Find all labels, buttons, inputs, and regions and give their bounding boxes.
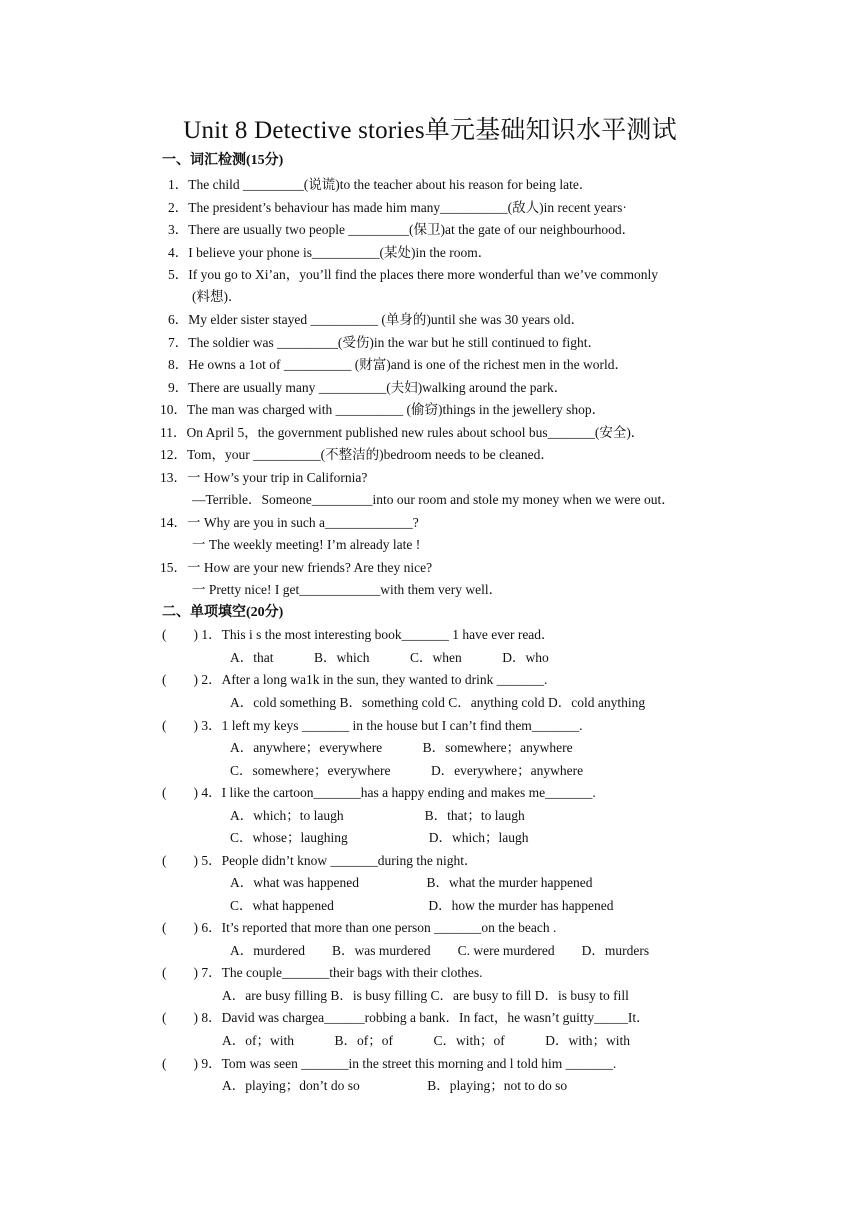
vocab-question: 15．一 How are your new friends? Are they nice? [160,560,433,575]
vocab-question: 2．The president’s behaviour has made him many__________(敌人)in recent years· [168,200,627,215]
vocab-question-continued: (料想)． [192,289,242,304]
choice-question: ( ) 2．After a long wa1k in the sun, they wanted to drink _______. [162,672,548,687]
vocab-question: 4．I believe your phone is__________(某处)in the room． [168,245,492,260]
choice-question: ( ) 6．It’s reported that more than one person _______on the beach . [162,920,557,935]
choice-options: A．murdered B．was murdered C. were murdered D．murders [230,943,650,958]
vocab-question-continued: —Terrible．Someone_________into our room and stole my money when we were out． [192,492,675,507]
choice-question: ( ) 9．Tom was seen _______in the street this morning and l told him _______. [162,1056,617,1071]
vocab-question: 7．The soldier was _________(受伤)in the war but he still continued to fight． [168,335,602,350]
choice-question: ( ) 3．1 left my keys _______ in the house but I can’t find them_______. [162,718,583,733]
choice-options: A．which；to laugh B．that；to laugh [230,808,525,823]
vocab-question: 3．There are usually two people _________(保卫)at the gate of our neighbourhood． [168,222,636,237]
vocab-question: 13．一 How’s your trip in California? [160,470,368,485]
choice-options: A．what was happened B．what the murder happened [230,875,593,890]
choice-options: A．are busy filling B．is busy filling C．are busy to fill D．is busy to fill [222,988,629,1003]
vocab-question-continued: 一 Pretty nice! I get____________with them very well． [192,582,503,597]
choice-question: ( ) 1．This i s the most interesting book_______ 1 have ever read． [162,627,555,642]
section-heading-single-choice: 二、单项填空(20分) [162,605,284,620]
vocab-question: 6．My elder sister stayed __________ (单身的)until she was 30 years old． [168,312,585,327]
choice-question: ( ) 8．David was chargea______robbing a bank．In fact，he wasn’t guitty_____It． [162,1010,650,1025]
choice-options: A．cold something B．something cold C．anything cold D．cold anything [230,695,646,710]
vocab-question-continued: 一 The weekly meeting! I’m already late ! [192,537,421,552]
choice-options: C．whose；laughing D．which；laugh [230,830,529,845]
choice-options: A．that B．which C．when D．who [230,650,549,665]
section-heading-vocabulary: 一、词汇检测(15分) [162,153,284,168]
choice-question: ( ) 5．People didn’t know _______during the night． [162,853,478,868]
vocab-question: 14．一 Why are you in such a_____________? [160,515,419,530]
vocab-question: 5．If you go to Xi’an，you’ll find the places there more wonderful than we’ve commonly [168,267,658,282]
document-title: Unit 8 Detective stories单元基础知识水平测试 [183,117,677,144]
vocab-question: 8．He owns a 1ot of __________ (财富)and is one of the richest men in the world． [168,357,629,372]
vocab-question: 1．The child _________(说谎)to the teacher about his reason for being late． [168,177,593,192]
vocab-question: 10．The man was charged with __________ (偷窃)things in the jewellery shop． [160,402,606,417]
choice-question: ( ) 7．The couple_______their bags with their clothes. [162,965,483,980]
choice-options: C．somewhere；everywhere D．everywhere；anywhere [230,763,584,778]
choice-options: A．playing；don’t do so B．playing；not to do so [222,1078,568,1093]
choice-question: ( ) 4．I like the cartoon_______has a happy ending and makes me_______. [162,785,596,800]
choice-options: A．anywhere；everywhere B．somewhere；anywhere [230,740,573,755]
choice-options: A．of；with B．of；of C．with；of D．with；with [222,1033,630,1048]
vocab-question: 9．There are usually many __________(夫妇)walking around the park． [168,380,568,395]
choice-options: C．what happened D．how the murder has happened [230,898,614,913]
vocab-question: 12．Tom，your __________(不整洁的)bedroom needs to be cleaned． [160,447,554,462]
vocab-question: 11．On April 5，the government published new rules about school bus_______(安全)． [160,425,645,440]
